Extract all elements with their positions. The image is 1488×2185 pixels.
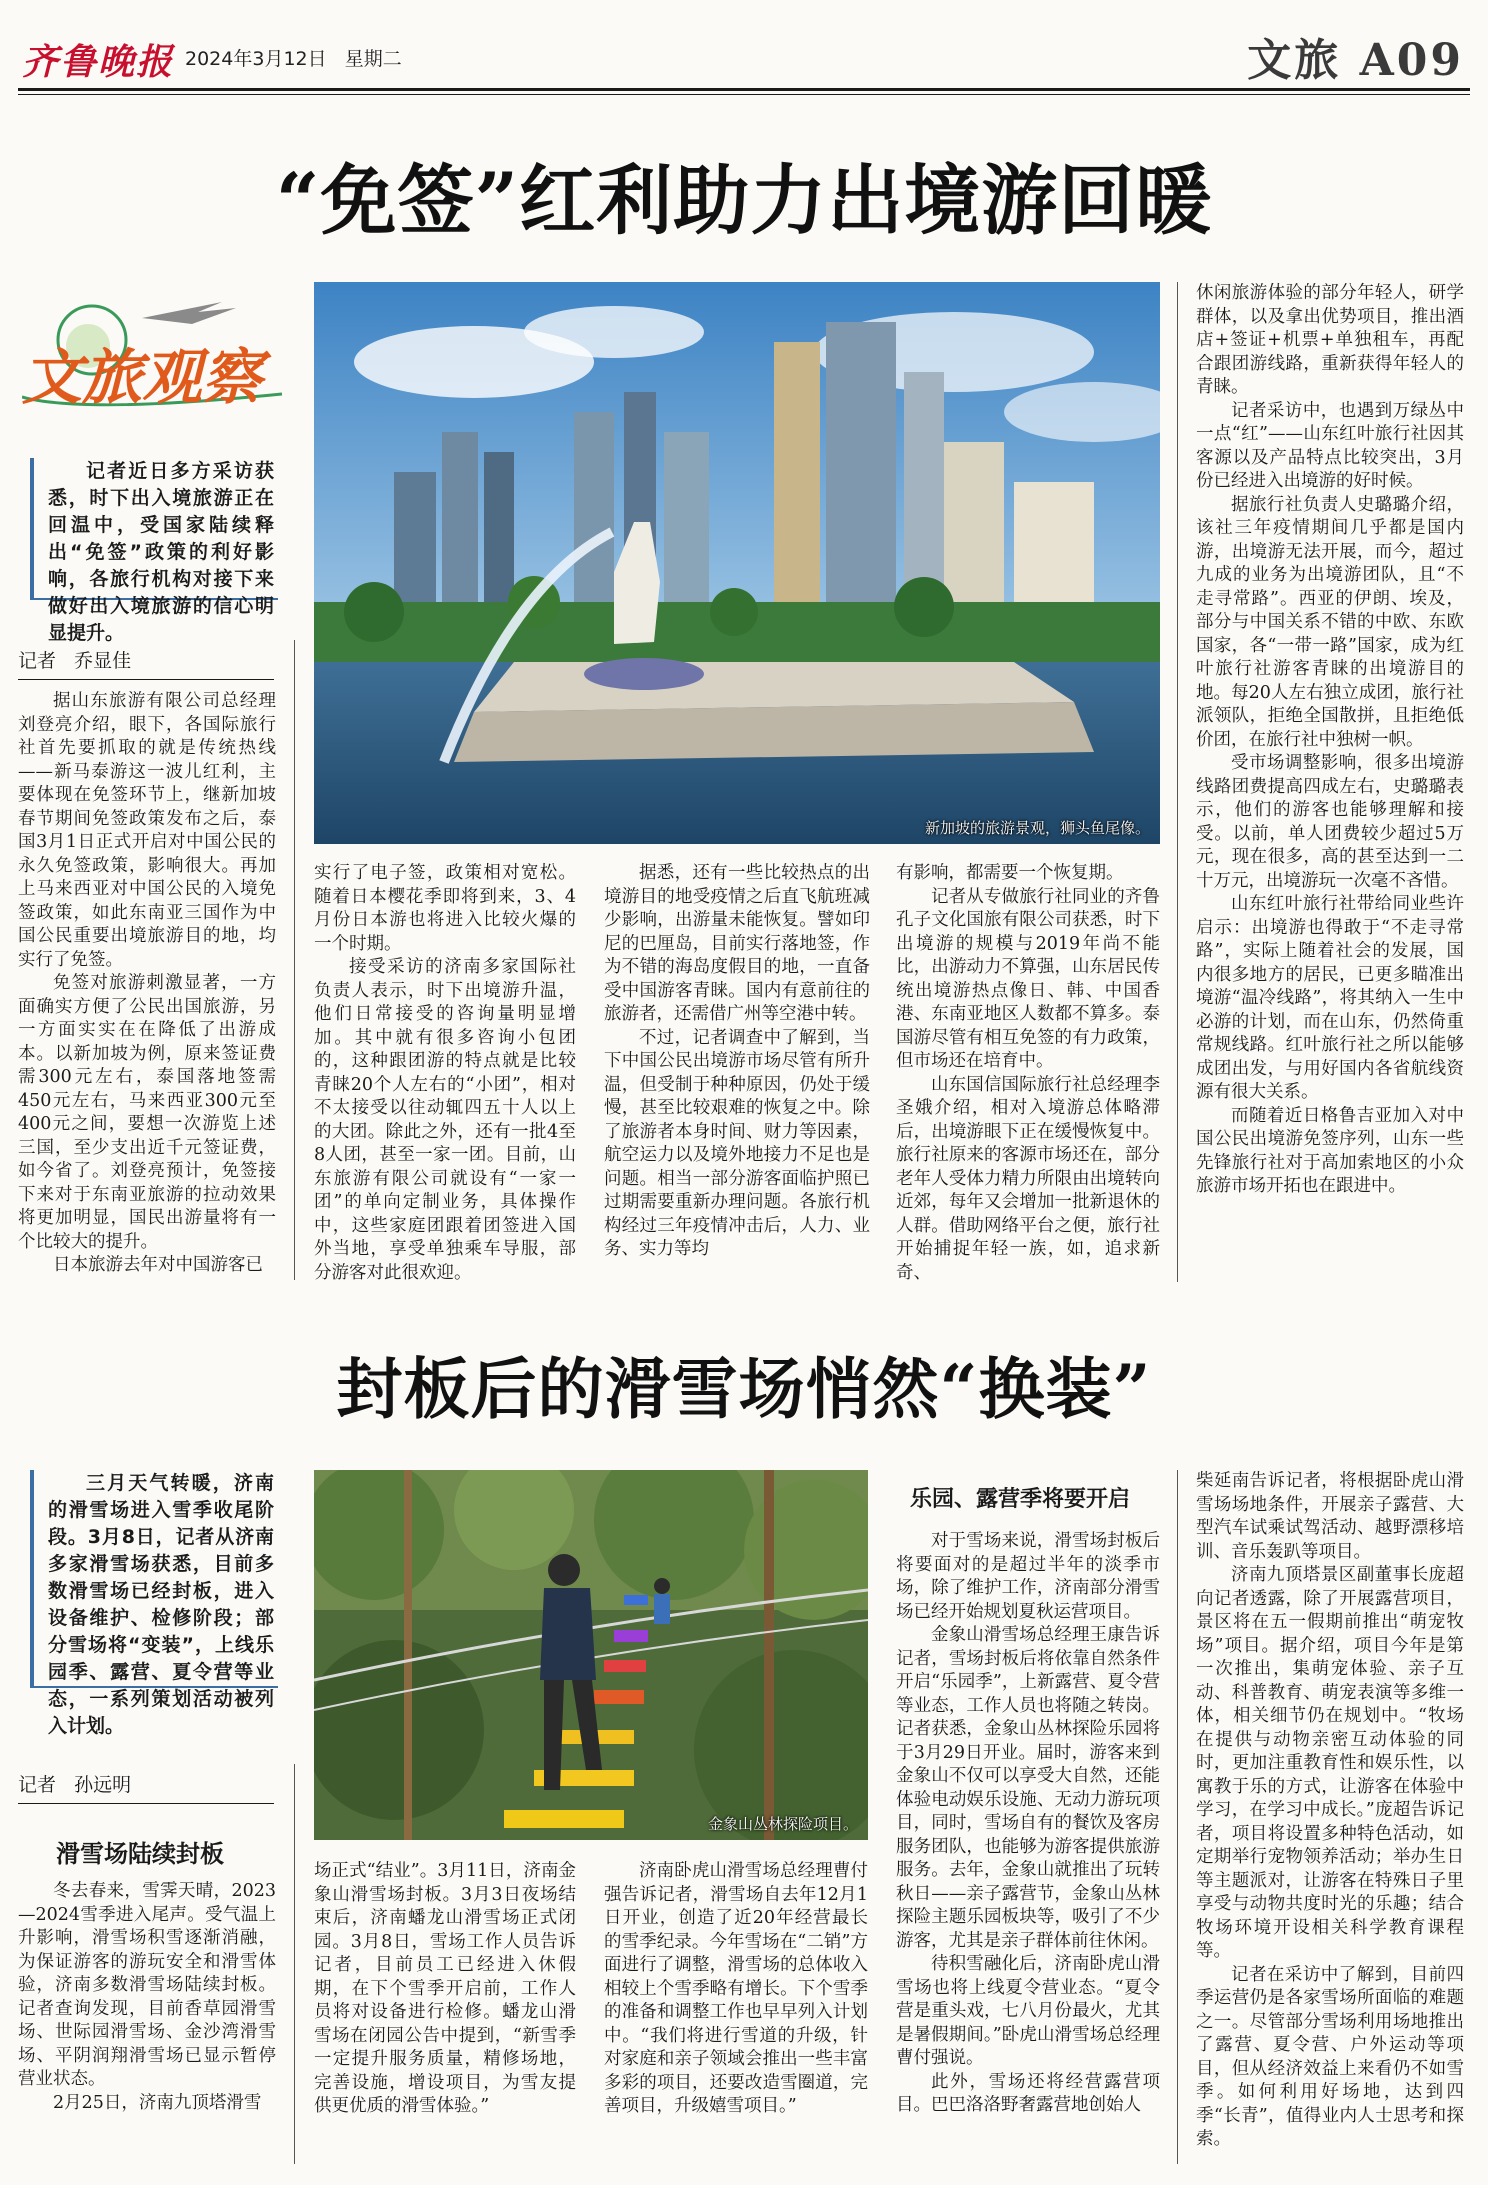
paragraph: 山东国信国际旅行社总经理李圣娥介绍，相对入境游总体略滞后，出境游眼下正在缓慢恢复中。旅行社原来的客源市场还在，部分老年人受体力精力所限由出境转向近郊，每年又会增加一批新退休的人群。借助网络平台之便，旅行社开始捕捉年轻一族，如，追求新奇、 bbox=[896, 1074, 1160, 1282]
paragraph: 此外，雪场还将经营露营项目。巴巴洛洛野奢露营地创始人 bbox=[896, 2071, 1160, 2115]
rope-bridge-image bbox=[314, 1470, 868, 1840]
article1-column-3 bbox=[604, 862, 870, 1282]
article1-column-5 bbox=[1196, 282, 1464, 1282]
weekday-text: 星期二 bbox=[344, 48, 402, 70]
article1-column-4 bbox=[896, 862, 1160, 1282]
intro-box bbox=[30, 1470, 278, 1737]
article1-column-2 bbox=[314, 862, 576, 1282]
photo-caption: 新加坡的旅游景观，狮头鱼尾像。 bbox=[924, 819, 1150, 837]
article2-column-1 bbox=[18, 1880, 276, 2170]
column-logo bbox=[22, 282, 282, 432]
paragraph: 济南九顶塔景区副董事长庞超向记者透露，除了开展露营项目，景区将在五一假期前推出“萌宠牧场”项目。据介绍，项目今年是第一次推出，集萌宠体验、亲子互动、科普教育、萌宠表演等多维一体，相关细节仍在规划中。“牧场在提供与动物亲密互动体验的同时，更加注重教育性和娱乐性，以寓教于乐的方式，让游客在体验中学习，在学习中成长。”庞超告诉记者，项目将设置多种特色活动，如定期举行宠物领养活动；举办生日等主题派对，让游客在特殊日子里享受与动物共度时光的乐趣；结合牧场环境开设相关科学教育课程等。 bbox=[1196, 1565, 1464, 1961]
header-rule-thin bbox=[18, 94, 1470, 95]
paragraph: 对于雪场来说，滑雪场封板后将要面对的是超过半年的淡季市场，除了维护工作，济南部分滑雪场已经开始规划夏秋运营项目。 bbox=[896, 1531, 1160, 1622]
paragraph: 山东红叶旅行社带给同业些许启示：出境游也得敢于“不走寻常路”，实际上随着社会的发展，国内很多地方的居民，已更多瞄准出境游“温冷线路”，将其纳入一生中必游的计划，而在山东，仍然倚重常规线路。红叶旅行社之所以能够成团出发，与用好国内各省航线资源有很大关系。 bbox=[1196, 894, 1464, 1102]
article2-headline: 封板后的滑雪场悄然“换装” bbox=[336, 1350, 1152, 1428]
byline-label: 记者 bbox=[18, 1774, 57, 1796]
paragraph: 待积雪融化后，济南卧虎山滑雪场也将上线夏令营业态。“夏令营是重头戏，七八月份最火，尤其是暑假期间。”卧虎山滑雪场总经理曹付强说。 bbox=[896, 1954, 1160, 2068]
paragraph: 免签对旅游刺激显著，一方面确实方便了公民出国旅游，另一方面实实在在降低了出游成本。以新加坡为例，原来签证费需300元左右，泰国落地签需450元左右，马来西亚300元至400元之间，要想一次游览上述三国，至少支出近千元签证费，如今省了。刘登亮预计，免签接下来对于东南亚旅游的拉动效果将更加明显，国民出游量将有一个比较大的提升。 bbox=[18, 973, 276, 1252]
paragraph: 有影响，都需要一个恢复期。 bbox=[896, 863, 1124, 883]
paragraph: 2月25日，济南九顶塔滑雪 bbox=[53, 2092, 262, 2113]
byline-name: 孙远明 bbox=[74, 1774, 132, 1796]
newspaper-masthead: 齐鲁晚报 bbox=[22, 41, 175, 83]
article2-column-4 bbox=[896, 1530, 1160, 2170]
singapore-photo bbox=[314, 282, 1160, 844]
paragraph: 济南卧虎山滑雪场总经理曹付强告诉记者，滑雪场自去年12月1日开业，创造了近20年经营最长的雪季纪录。今年雪场在“二销”方面进行了调整，滑雪场的总体收入相较上个雪季略有增长。下个雪季的准备和调整工作也早早列入计划中。“我们将进行雪道的升级，针对家庭和亲子领域会推出一些丰富多彩的项目，还要改造雪圈道，完善项目，升级嬉雪项目。” bbox=[604, 1861, 868, 2116]
paragraph: 据悉，还有一些比较热点的出境游目的地受疫情之后直飞航班减少影响，出游量未能恢复。譬如印尼的巴厘岛，目前实行落地签，作为不错的海岛度假目的地，一直备受中国游客青睐。国内有意前往的旅游者，还需借广州等空港中转。 bbox=[604, 863, 870, 1024]
forest-adventure-photo bbox=[314, 1470, 868, 1840]
paragraph: 记者采访中，也遇到万绿丛中一点“红”——山东红叶旅行社因其客源以及产品特点比较突出，3月份已经进入出境游的好时候。 bbox=[1196, 400, 1464, 491]
intro-text: 三月天气转暖，济南的滑雪场进入雪季收尾阶段。3月8日，记者从济南多家滑雪场获悉，目前多数滑雪场已经封板，进入设备维护、检修阶段；部分雪场将“变装”，上线乐园季、露营、夏令营等业态，一系列策划活动被列入计划。 bbox=[48, 1472, 274, 1737]
paragraph: 记者从专做旅行社同业的齐鲁孔子文化国旅有限公司获悉，时下出境游的规模与2019年尚不能比，出游动力不算强，山东居民传统出境游热点像日、韩、中国香港、东南亚地区人数都不算多。泰国游尽管有相互免签的有力政策，但市场还在培育中。 bbox=[896, 886, 1160, 1071]
byline-label: 记者 bbox=[18, 650, 57, 672]
issue-date bbox=[185, 44, 402, 71]
section-name: 文旅 bbox=[1247, 35, 1342, 86]
column-divider bbox=[294, 1764, 295, 2164]
byline bbox=[18, 646, 274, 680]
byline bbox=[18, 1770, 274, 1804]
byline-name: 乔显佳 bbox=[74, 650, 132, 672]
column-divider bbox=[1177, 1470, 1178, 2164]
paragraph: 休闲旅游体验的部分年轻人，研学群体，以及拿出优势项目，推出酒店+签证+机票+单独租车，再配合跟团游线路，重新获得年轻人的青睐。 bbox=[1196, 283, 1464, 397]
photo-caption: 金象山丛林探险项目。 bbox=[707, 1815, 858, 1833]
column-logo-text: 文旅观察 bbox=[22, 343, 262, 413]
column-divider bbox=[294, 640, 295, 1280]
paragraph: 不过，记者调查中了解到，当下中国公民出境游市场尽管有所升温，但受制于种种原因，仍处于缓慢，甚至比较艰难的恢复之中。除了旅游者本身时间、财力等因素，航空运力以及境外地接力不足也是问题。相当一部分游客面临护照已过期需要重新办理问题。各旅行机构经过三年疫情冲击后，人力、业务、实力等均 bbox=[604, 1027, 870, 1259]
paragraph: 实行了电子签，政策相对宽松。随着日本樱花季即将到来，3、4月份日本游也将进入比较火爆的一个时期。 bbox=[314, 863, 576, 954]
column-divider bbox=[1177, 282, 1178, 1282]
page-number: A09 bbox=[1359, 35, 1464, 86]
subheading: 乐园、露营季将要开启 bbox=[910, 1487, 1131, 1512]
paragraph: 场正式“结业”。3月11日，济南金象山滑雪场封板。3月3日夜场结束后，济南蟠龙山滑雪场正式闭园。3月8日，雪场工作人员告诉记者，目前员工已经进入休假期，在下个雪季开启前，工作人员将对设备进行检修。蟠龙山滑雪场在闭园公告中提到，“新雪季一定提升服务质量，精修场地，完善设施，增设项目，为雪友提供更优质的滑雪体验。” bbox=[314, 1861, 576, 2116]
paragraph: 而随着近日格鲁吉亚加入对中国公民出境游免签序列，山东一些先锋旅行社对于高加索地区的小众旅游市场开拓也在跟进中。 bbox=[1196, 1105, 1464, 1196]
paragraph: 记者在采访中了解到，目前四季运营仍是各家雪场所面临的难题之一。尽管部分雪场利用场地推出了露营、夏令营、户外运动等项目，但从经济效益上来看仍不如雪季。如何利用好场地，达到四季“长青”，值得业内人士思考和探索。 bbox=[1196, 1964, 1464, 2149]
paragraph: 冬去春来，雪霁天晴，2023—2024雪季进入尾声。受气温上升影响，滑雪场积雪逐渐消融，为保证游客的游玩安全和滑雪体验，济南多数滑雪场陆续封板。记者查询发现，目前香草园滑雪场、世际园滑雪场、金沙湾滑雪场、平阴润翔滑雪场已显示暂停营业状态。 bbox=[18, 1881, 276, 2089]
article1-headline: “免签”红利助力出境游回暖 bbox=[275, 156, 1213, 245]
article1-column-1 bbox=[18, 690, 276, 1282]
article2-column-3 bbox=[604, 1860, 868, 2170]
date-text: 2024年3月12日 bbox=[185, 48, 327, 70]
section-label bbox=[1247, 24, 1464, 88]
article2-column-5 bbox=[1196, 1470, 1464, 2170]
paragraph: 受市场调整影响，很多出境游线路团费提高四成左右，史璐璐表示，他们的游客也能够理解和接受。以前，单人团费较少超过5万元，现在很多，高的甚至达到一二十万元，出境游玩一次毫不吝惜。 bbox=[1196, 753, 1464, 891]
header-rule bbox=[18, 88, 1470, 91]
article2-column-2 bbox=[314, 1860, 576, 2170]
paragraph: 金象山滑雪场总经理王康告诉记者，雪场封板后将依靠自然条件开启“乐园季”，上新露营、夏令营等业态，工作人员也将随之转岗。记者获悉，金象山丛林探险乐园将于3月29日开业。届时，游客来到金象山不仅可以享受大自然，还能体验电动娱乐设施、无动力游玩项目，同时，雪场自有的餐饮及客房服务团队，也能够为游客提供旅游服务。去年，金象山就推出了玩转秋日——亲子露营节，金象山丛林探险主题乐园板块等，吸引了不少游客，尤其是亲子群体前往休闲。 bbox=[896, 1625, 1160, 1951]
paragraph: 柴延南告诉记者，将根据卧虎山滑雪场场地条件，开展亲子露营、大型汽车试乘试驾活动、越野漂移培训、音乐轰趴等项目。 bbox=[1196, 1471, 1464, 1562]
paragraph: 据旅行社负责人史璐璐介绍，该社三年疫情期间几乎都是国内游，出境游无法开展，而今，超过九成的业务为出境游团队，且“不走寻常路”。西亚的伊朗、埃及，部分与中国关系不错的中欧、东欧国家，各“一带一路”国家，成为红叶旅行社游客青睐的出境游目的地。每20人左右独立成团，旅行社派领队，拒绝全国散拼，且拒绝低价团，在旅行社中独树一帜。 bbox=[1196, 494, 1464, 750]
subheading: 滑雪场陆续封板 bbox=[56, 1840, 224, 1868]
paragraph: 日本旅游去年对中国游客已 bbox=[53, 1255, 263, 1275]
intro-box bbox=[30, 458, 278, 644]
paragraph: 据山东旅游有限公司总经理刘登亮介绍，眼下，各国际旅行社首先要抓取的就是传统热线——新马泰游这一波儿红利，主要体现在免签环节上，继新加坡春节期间免签政策发布之后，泰国3月1日正式开启对中国公民的永久免签政策，影响很大。再加上马来西亚对中国公民的入境免签政策，如此东南亚三国作为中国公民重要出境旅游目的地，均实行了免签。 bbox=[18, 691, 276, 970]
merlion-skyline-image bbox=[314, 282, 1160, 844]
intro-text: 记者近日多方采访获悉，时下出入境旅游正在回温中，受国家陆续释出“免签”政策的利好影响，各旅行机构对接下来做好出入境旅游的信心明显提升。 bbox=[48, 460, 274, 644]
paragraph: 接受采访的济南多家国际社负责人表示，时下出境游升温，他们日常接受的咨询量明显增加。其中就有很多咨询小包团的，这种跟团游的特点就是比较青睐20个人左右的“小团”，相对不太接受以往动辄四五十人以上的大团。除此之外，还有一批4至8人团，甚至一家一团。目前，山东旅游有限公司就设有“一家一团”的单向定制业务，具体操作中，这些家庭团跟着团签进入国外当地，享受单独乘车导服，部分游客对此很欢迎。 bbox=[314, 957, 576, 1282]
